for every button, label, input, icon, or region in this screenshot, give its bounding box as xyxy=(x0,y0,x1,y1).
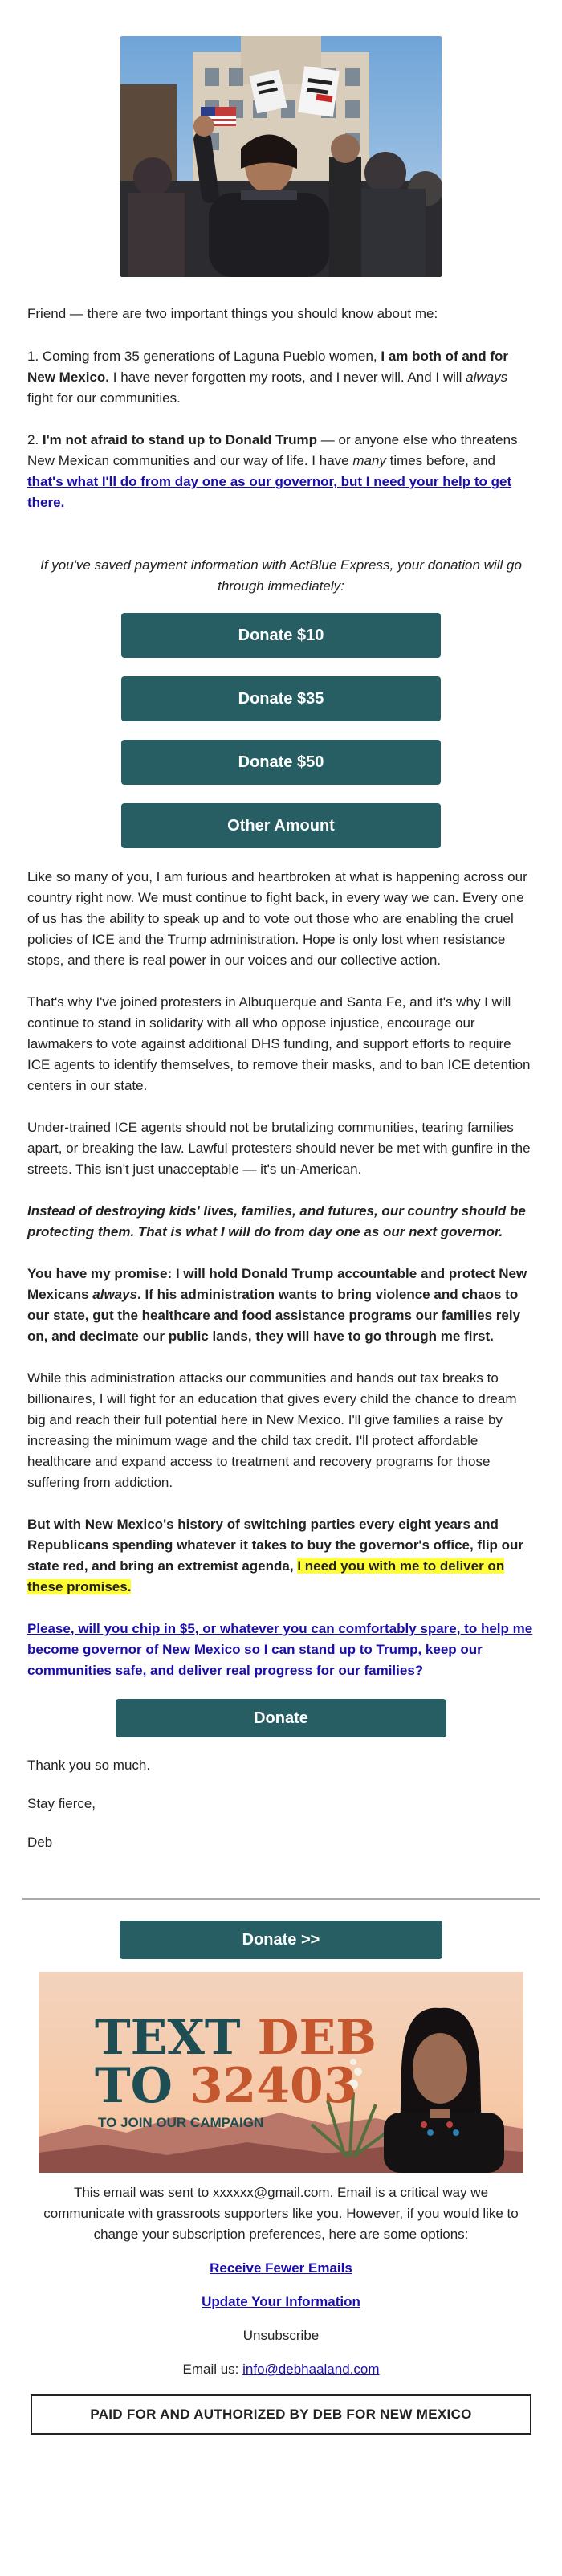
paragraph-history: But with New Mexico's history of switching parties every eight years and Republicans spending whatever it takes to buy the governor's office, flip our state red, and bring an extremist agenda, I need you with me to deliver on these promises. xyxy=(27,1517,524,1594)
footer-donate-button[interactable]: Donate >> xyxy=(120,1921,442,1959)
donate-50-button[interactable]: Donate $50 xyxy=(121,740,441,785)
email-us-line: Email us: info@debhaaland.com xyxy=(182,2362,380,2377)
paragraph-ice-agents: Under-trained ICE agents should not be brutalizing communities, tearing families apart, or breaking the law. Lawful protesters should never be met with gunfire in the streets. This isn't just unacceptable — it's un-American. xyxy=(27,1120,531,1177)
ask-paragraph xyxy=(27,1619,535,1681)
signoff-text: Stay fierce, xyxy=(27,1796,96,1811)
paragraph-education: While this administration attacks our communities and hands out tax breaks to billionaires, I will fight for an education that gives every child the chance to dream big and reach their full potential here in New Mexico. I'll give families a raise by increasing the minimum wage and the child tax credit. I'll protect affordable healthcare and expand access to treatment and recovery programs for those suffering from addiction. xyxy=(27,1370,517,1490)
donate-10-button[interactable]: Donate $10 xyxy=(121,613,441,658)
banner-line-one: TEXT DEB xyxy=(95,2010,377,2066)
footer xyxy=(0,2182,562,2380)
point-two-paragraph: 2. I'm not afraid to stand up to Donald Trump — or anyone else who threatens New Mexican communities and our way of life. I have many times before, and that's what I'll do from day one as our governor, but I need your help to get there. xyxy=(27,432,518,510)
hero-photo xyxy=(120,36,442,277)
donate-35-button[interactable]: Donate $35 xyxy=(121,676,441,721)
paragraph-promise: You have my promise: I will hold Donald Trump accountable and protect New Mexicans always. If his administration wants to bring violence and chaos to our state, gut the healthcare and food assistance programs our families rely on, and decimate our public lands, they will have to go through me first. xyxy=(27,1266,527,1344)
unsubscribe-link[interactable]: Unsubscribe xyxy=(242,2328,320,2343)
donate-button-group xyxy=(27,613,535,848)
receive-fewer-emails-link[interactable]: Receive Fewer Emails xyxy=(210,2260,352,2276)
footer-divider xyxy=(22,1898,540,1900)
point-one-paragraph: 1. Coming from 35 generations of Laguna Pueblo women, I am both of and for New Mexico. I have never forgotten my roots, and I never will. And I will always fight for our communities. xyxy=(27,349,509,406)
highlighted-ask: I need you with me to deliver on these promises. xyxy=(27,1558,505,1594)
email-content xyxy=(0,304,562,1853)
donate-other-amount-button[interactable]: Other Amount xyxy=(121,803,441,848)
footer-notice: This email was sent to xxxxxx@gmail.com. Email is a critical way we communicate with grassroots supporters like you. However, if you would like to change your subscription preferences, here are some options: xyxy=(43,2185,519,2242)
email-body xyxy=(0,36,562,2435)
banner-line-two: TO 32403 xyxy=(95,2058,357,2114)
email-us-link[interactable]: info@debhaaland.com xyxy=(242,2362,380,2377)
thanks-text: Thank you so much. xyxy=(27,1757,151,1773)
donate-button[interactable]: Donate xyxy=(116,1699,446,1737)
update-information-link[interactable]: Update Your Information xyxy=(202,2294,360,2309)
protest-photo-illustration xyxy=(120,36,442,277)
paragraph-protect-kids: Instead of destroying kids' lives, families, and futures, our country should be protecting them. That is what I will do from day one as our next governor. xyxy=(27,1203,526,1239)
salutation: Friend — there are two important things you should know about me: xyxy=(27,306,438,321)
banner-line-three: TO JOIN OUR CAMPAIGN xyxy=(98,2115,264,2130)
paid-for-disclaimer: PAID FOR AND AUTHORIZED BY DEB FOR NEW MEXICO xyxy=(31,2394,531,2435)
signature-text: Deb xyxy=(27,1835,53,1850)
paragraph-protests: That's why I've joined protesters in Albuquerque and Santa Fe, and it's why I will continue to stand in solidarity with all who oppose injustice, encourage our lawmakers to vote against additional DHS funding, and support efforts to require ICE agents to identify themselves, to remove their masks, and to ban ICE detention centers in our state. xyxy=(27,994,531,1093)
chip-in-link[interactable]: Please, will you chip in $5, or whatever you can comfortably spare, to help me become governor of New Mexico so I can stand up to Trump, keep our communities safe, and deliver real progress for our families? xyxy=(27,1621,533,1678)
paragraph-resistance: Like so many of you, I am furious and heartbroken at what is happening across our country right now. We must continue to fight back, in every way we can. Every one of us has the ability to speak up and to vote out those who are enabling the cruel policies of ICE and the Trump administration. Hope is only lost when resistance stops, and there is real power in our voices and our collective action. xyxy=(27,869,527,968)
actblue-express-note: If you've saved payment information with ActBlue Express, your donation will go through immediately: xyxy=(40,557,522,594)
text-deb-banner[interactable] xyxy=(39,1972,523,2173)
help-link[interactable]: that's what I'll do from day one as our governor, but I need your help to get there. xyxy=(27,474,512,510)
